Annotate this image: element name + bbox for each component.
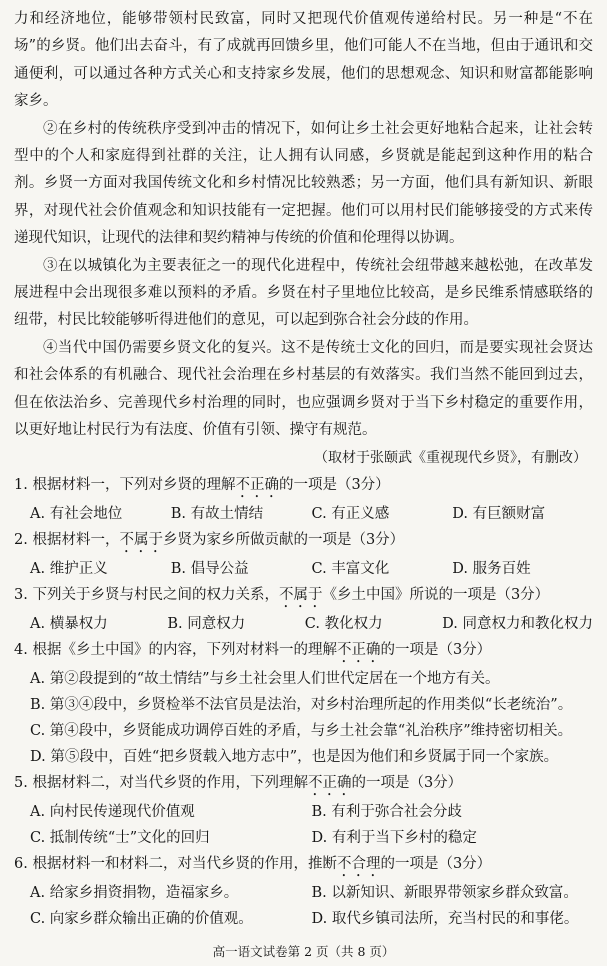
options-row: [14, 501, 593, 527]
paragraph-2: ②在乡村的传统秩序受到冲击的情况下，如何让乡土社会更好地粘合起来，让社会转型中的个人和家庭得到社群的关注，让人拥有认同感，乡贤就是能起到这种作用的粘合剂。乡贤一方面对我国传统文化和乡村情况比较熟悉；另一方面，他们具有新知识、新眼界，对现代社会价值观念和知识技能有一定把握。他们可以用村民们能够接受的方式来传递现代知识，让现代的法律和契约精神与传统的价值和伦理得以协调。: [14, 120, 593, 247]
question-6: [14, 851, 593, 932]
option-d: D. 有巨额财富: [452, 505, 546, 522]
emphasis-mark: 不属于: [119, 531, 163, 548]
question-stem: 3. 下列关于乡贤与村民之间的权力关系，不属于《乡土中国》所说的一项是（3分）: [14, 586, 550, 603]
source-citation: （取材于张颐武《重视现代乡贤》，有删改）: [314, 449, 587, 466]
emphasis-mark: 不合理: [336, 855, 381, 872]
question-stem: 4. 根据《乡土中国》的内容，下列对材料一的理解不正确的一项是（3分）: [14, 641, 492, 658]
option-d: D. 取代乡镇司法所，充当村民的和事佬。: [311, 910, 579, 927]
paragraph-3: ③在以城镇化为主要表征之一的现代化进程中，传统社会纽带越来越松弛，在改革发展进程中会出现很多难以预料的矛盾。乡贤在村子里地位比较高，是乡民维系情感联络的纽带，村民比较能够听得进他们的意见，可以起到弥合社会分歧的作用。: [14, 257, 593, 329]
question-3: [14, 582, 593, 637]
emphasis-mark: 不属于: [278, 586, 323, 603]
options-row: [14, 556, 593, 582]
question-stem: 2. 根据材料一，不属于乡贤为家乡所做贡献的一项是（3分）: [14, 531, 405, 548]
question-stem: 6. 根据材料一和材料二，对当代乡贤的作用，推断不合理的一项是（3分）: [14, 855, 492, 872]
page-footer: 高一语文试卷第 2 页（共 8 页）: [212, 944, 395, 959]
option-c: C. 抵制传统“士”文化的回归: [30, 829, 210, 846]
emphasis-mark: 不正确: [235, 476, 279, 493]
option-c: C. 第④段中，乡贤能成功调停百姓的矛盾，与乡土社会靠“礼治秩序”维持密切相关。: [30, 722, 573, 739]
option-d: D. 同意权力和教化权力: [442, 615, 593, 632]
option-b: B. 有利于弥合社会分歧: [311, 803, 462, 820]
option-c: C. 教化权力: [304, 615, 383, 632]
emphasis-mark: 不正确: [336, 641, 381, 658]
option-b: B. 第③④段中，乡贤检举不法官员是法治，对乡村治理所起的作用类似“长老统治”。: [30, 696, 573, 713]
option-d: D. 有利于当下乡村的稳定: [311, 829, 477, 846]
options-grid: [14, 880, 593, 932]
option-b: B. 倡导公益: [170, 560, 249, 577]
question-5: [14, 770, 593, 851]
question-1: [14, 472, 593, 527]
option-c: C. 有正义感: [311, 505, 390, 522]
option-b: B. 有故土情结: [170, 505, 264, 522]
option-d: D. 第⑤段中，百姓“把乡贤载入地方志中”，也是因为他们和乡贤属于同一个家族。: [30, 748, 559, 765]
question-stem: 1. 根据材料一，下列对乡贤的理解不正确的一项是（3分）: [14, 476, 390, 493]
paragraph-4: ④当代中国仍需要乡贤文化的复兴。这不是传统士文化的回归，而是要实现社会贤达和社会体系的有机融合、现代社会治理在乡村基层的有效落实。我们当然不能回到过去，但在依法治乡、完善现代乡村治理的同时，也应强调乡贤对于当下乡村稳定的重要作用，以更好地让村民行为有法度、价值有引领、操守有规范。: [14, 339, 593, 439]
option-a: A. 维护正义: [30, 560, 108, 577]
question-4: [14, 637, 593, 770]
option-a: A. 有社会地位: [30, 505, 123, 522]
option-c: C. 向家乡群众输出正确的价值观。: [30, 910, 253, 927]
option-a: A. 横暴权力: [30, 615, 108, 632]
option-a: A. 第②段提到的“故土情结”与乡土社会里人们世代定居在一个地方有关。: [30, 670, 500, 687]
option-c: C. 丰富文化: [311, 560, 390, 577]
emphasis-mark: 不正确: [307, 774, 352, 791]
question-stem: 5. 根据材料二，对当代乡贤的作用，下列理解不正确的一项是（3分）: [14, 774, 463, 791]
option-d: D. 服务百姓: [452, 560, 531, 577]
paragraph-continued: 力和经济地位，能够带领村民致富，同时又把现代价值观传递给村民。另一种是“不在场”的乡贤。他们出去奋斗，有了成就再回馈乡里，他们可能人不在当地，但由于通讯和交通便利，可以通过各种方式关心和支持家乡发展，他们的思想观念、知识和财富都能影响家乡。: [14, 11, 593, 110]
option-b: B. 同意权力: [167, 615, 246, 632]
option-b: B. 以新知识、新眼界带领家乡群众致富。: [311, 884, 578, 901]
options-grid: [14, 799, 593, 851]
question-2: [14, 527, 593, 582]
option-a: A. 向村民传递现代价值观: [30, 803, 195, 820]
option-a: A. 给家乡捐资捐物，造福家乡。: [30, 884, 239, 901]
options-row: [14, 611, 593, 637]
